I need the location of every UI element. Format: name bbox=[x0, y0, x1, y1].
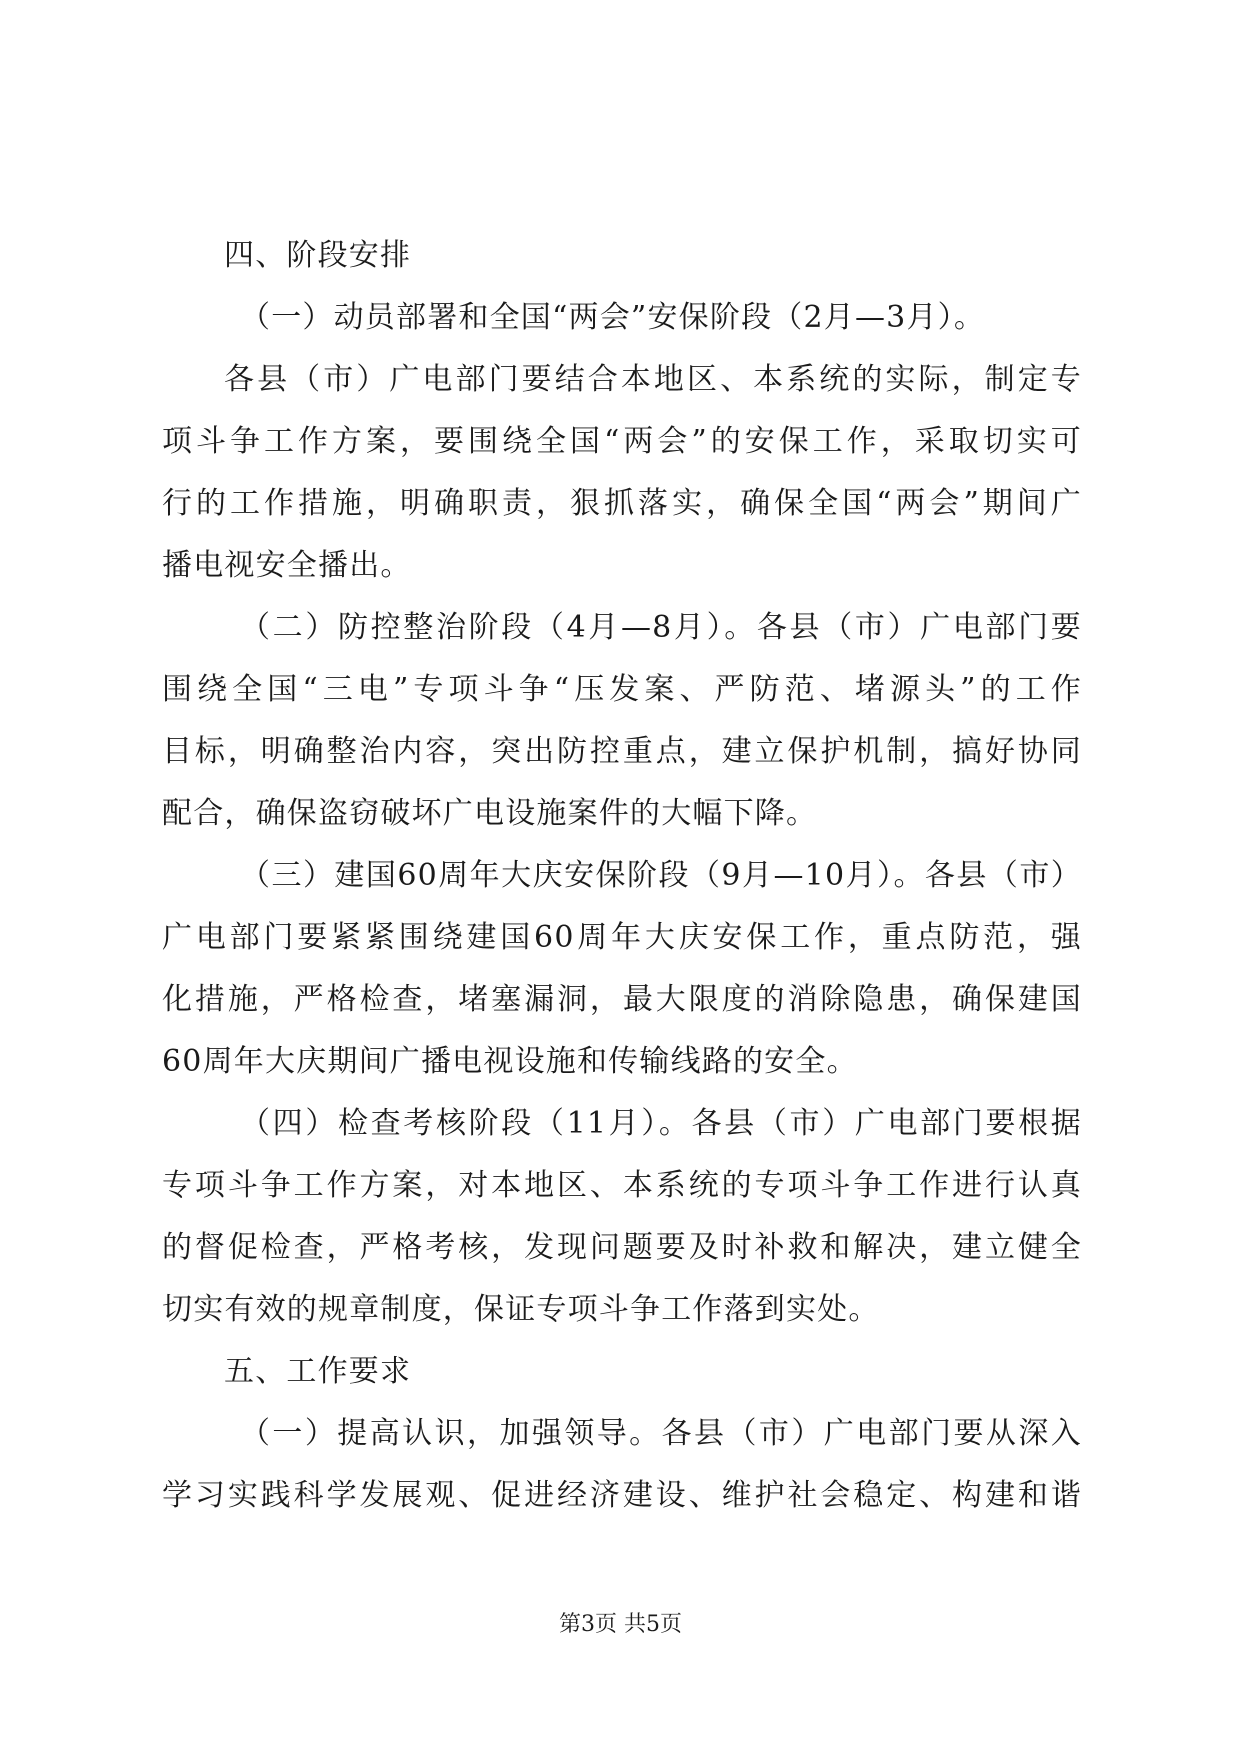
stage-2-paragraph-line: （二）防控整治阶段（4月—8月）。各县（市）广电部门要 bbox=[240, 610, 1082, 645]
stage-4-paragraph-line: （四）检查考核阶段（11月）。各县（市）广电部门要根据 bbox=[240, 1106, 1082, 1141]
paragraph-line: 项斗争工作方案，要围绕全国“两会”的安保工作，采取切实可 bbox=[162, 424, 1082, 459]
requirement-1-paragraph-line: （一）提高认识，加强领导。各县（市）广电部门要从深入 bbox=[240, 1416, 1082, 1451]
paragraph-line: 60周年大庆期间广播电视设施和传输线路的安全。 bbox=[162, 1044, 858, 1079]
paragraph-line: 广电部门要紧紧围绕建国60周年大庆安保工作，重点防范，强 bbox=[162, 920, 1082, 955]
stage-1-heading: （一）动员部署和全国“两会”安保阶段（2月—3月）。 bbox=[240, 300, 986, 335]
paragraph-line: 目标，明确整治内容，突出防控重点，建立保护机制，搞好协同 bbox=[162, 734, 1082, 769]
stage-3-paragraph-line: （三）建国60周年大庆安保阶段（9月—10月）。各县（市） bbox=[240, 858, 1082, 893]
paragraph-line: 各县（市）广电部门要结合本地区、本系统的实际，制定专 bbox=[224, 362, 1082, 397]
paragraph-line: 行的工作措施，明确职责，狠抓落实，确保全国“两会”期间广 bbox=[162, 486, 1082, 521]
section-heading-stages: 四、阶段安排 bbox=[224, 238, 412, 273]
document-body bbox=[162, 225, 1082, 1527]
paragraph-line: 专项斗争工作方案，对本地区、本系统的专项斗争工作进行认真 bbox=[162, 1168, 1082, 1203]
paragraph-line: 切实有效的规章制度，保证专项斗争工作落到实处。 bbox=[162, 1292, 880, 1327]
paragraph-line: 播电视安全播出。 bbox=[162, 548, 412, 583]
paragraph-line: 围绕全国“三电”专项斗争“压发案、严防范、堵源头”的工作 bbox=[162, 672, 1082, 707]
section-heading-requirements: 五、工作要求 bbox=[224, 1354, 412, 1389]
paragraph-line: 配合，确保盗窃破坏广电设施案件的大幅下降。 bbox=[162, 796, 818, 831]
paragraph-line: 学习实践科学发展观、促进经济建设、维护社会稳定、构建和谐 bbox=[162, 1478, 1082, 1513]
page-number-footer: 第3页 共5页 bbox=[559, 1612, 682, 1637]
paragraph-line: 的督促检查，严格考核，发现问题要及时补救和解决，建立健全 bbox=[162, 1230, 1082, 1265]
paragraph-line: 化措施，严格检查，堵塞漏洞，最大限度的消除隐患，确保建国 bbox=[162, 982, 1082, 1017]
